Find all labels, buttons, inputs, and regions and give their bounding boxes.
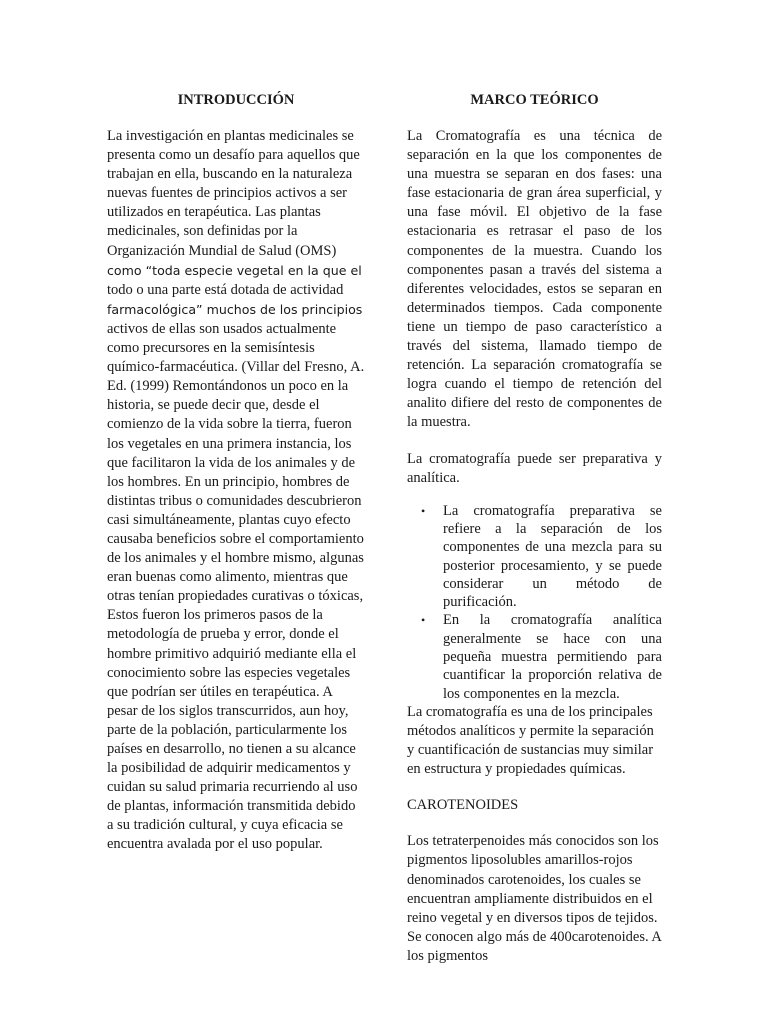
intro-text-part-3: activos de ellas son usados actualmente como precursores en la semisíntesis químico-farmacéutica. (Villar del Fresno, A. Ed. (1999) Remontándonos un poco en la historia, se puede decir que, desde el comienzo de la vida sobre la tierra, fueron los vegetales en una primera instancia, los que facilitaron la vida de los animales y de los hombres. En un principio, hombres de distintas tribus o comunidades descubrieron casi simultáneamente, plantas cuyo efecto causaba beneficios sobre el comportamiento de los animales y el hombre mismo, algunas eran buenas como alimento, mientras que otras tenían propiedades curativas o tóxicas, Estos fueron los primeros pasos de la metodología de prueba y error, donde el hombre primitivo adquirió mediante ella el conocimiento sobre las especies vegetales que podrían ser útiles en terapéutica. A pesar de los siglos transcurridos, aun hoy, parte de la población, particularmente los países en desarrollo, no tienen a su alcance la posibilidad de adquirir medicamentos y cuidan su salud primaria recurriendo al uso de plantas, información transmitida debido a su tradición cultural, y cuya eficacia se encuentra avalada por el uso popular. [107,320,365,853]
paragraph-gap [407,433,662,450]
carotenoides-heading: CAROTENOIDES [407,797,519,814]
marco-teorico-heading: MARCO TEÓRICO [470,92,599,108]
paragraph-gap [407,815,662,832]
bullet-text: La cromatografía preparativa se refiere a la separación de los componentes de una mezcla para su posterior procesamiento, y se puede considerar un método de purificación. [443,502,662,611]
list-item [407,611,662,702]
cromatografia-metodos-paragraph: La cromatografía es una de los principales métodos analíticos y permite la separación y cuantificación de sustancias muy similar en estructura y propiedades químicas. [407,703,654,778]
intro-quote-line-2: farmacológica” muchos de los principios [107,301,363,317]
cromatografia-tipos-paragraph: La cromatografía puede ser preparativa y analítica. [407,450,662,486]
introduccion-paragraph [107,127,365,855]
introduccion-heading: INTRODUCCIÓN [177,92,295,108]
bullet-text: En la cromatografía analítica generalmente se hace con una pequeña muestra permitiendo para cuantificar la proporción relativa de los componentes en la mezcla. [443,612,662,702]
paragraph-gap [407,779,662,796]
bullet-list [407,502,662,703]
intro-text-part-2: todo o una parte está dotada de actividad [107,281,344,298]
bullet-icon: • [421,503,426,518]
right-column [407,90,662,966]
intro-quote-line-1: como “toda especie vegetal en la que el [107,262,362,278]
bullet-icon: • [421,613,426,628]
list-item [407,502,662,612]
carotenoides-paragraph: Los tetraterpenoides más conocidos son los pigmentos liposolubles amarillos-rojos denominados carotenoides, los cuales se encuentran ampliamente distribuidos en el reino vegetal y en diversos tipos de tejidos. Se conocen algo más de 400carotenoides. A los pigmentos [407,833,662,964]
cromatografia-paragraph: La Cromatografía es una técnica de separación en la que los componentes de una muestra se separan en dos fases: una fase estacionaria de gran área superficial, y una fase móvil. El objetivo de la fase estacionaria es retrasar el paso de los componentes de la muestra. Cuando los componentes pasan a través del sistema a diferentes velocidades, estos se separan en determinados tiempos. Cada componente tiene un tiempo de paso característico a través del sistema, llamado tiempo de retención. La separación cromatografía se logra cuando el tiempo de retención del analito difiere del resto de componentes de la muestra. [407,128,662,431]
left-column [107,90,365,855]
intro-text-part-1: La investigación en plantas medicinales se presenta como un desafío para aquellos que trabajan en ella, buscando en la naturaleza nuevas fuentes de principios activos a ser utilizados en terapéutica. Las plantas medicinales, son definidas por la Organización Mundial de Salud (OMS) [107,128,360,259]
